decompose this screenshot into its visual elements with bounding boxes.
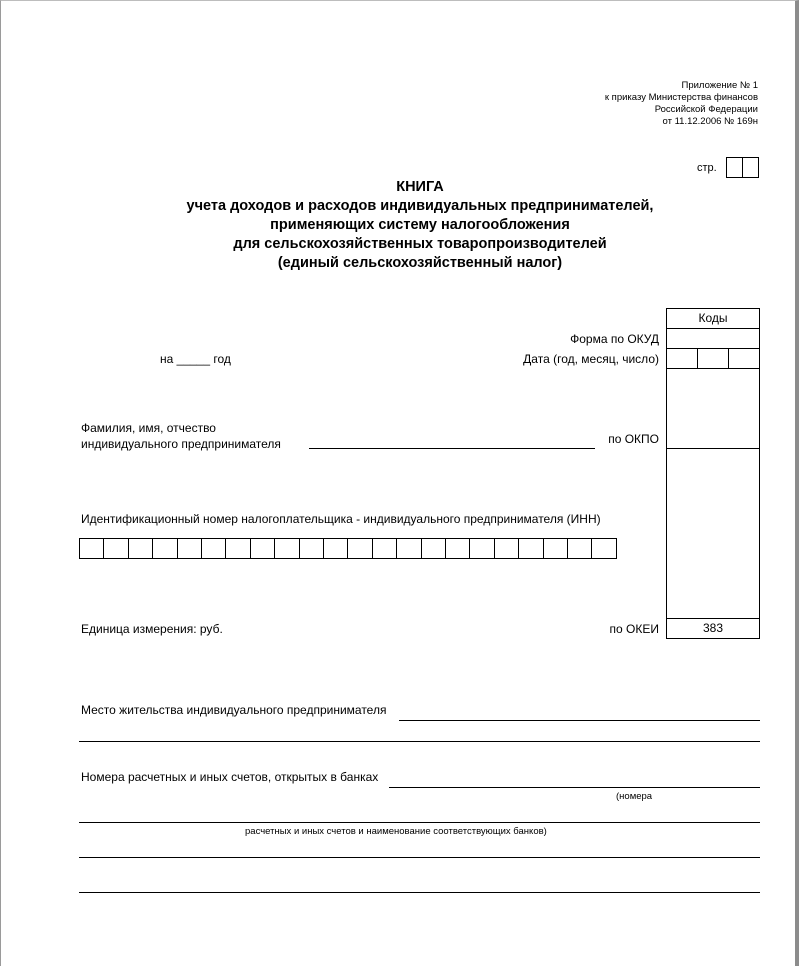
- inn-digit-cell[interactable]: [250, 538, 275, 559]
- date-code-cell[interactable]: [666, 348, 760, 369]
- residence-input-line-2[interactable]: [79, 741, 760, 742]
- unit-label: Единица измерения: руб.: [81, 622, 223, 636]
- okud-code-cell[interactable]: [666, 328, 760, 349]
- appendix-line: к приказу Министерства финансов: [604, 92, 758, 103]
- fio-label-line: Фамилия, имя, отчество: [81, 421, 216, 435]
- inn-digit-cell[interactable]: [591, 538, 616, 559]
- appendix-line: Российской Федерации: [654, 104, 758, 115]
- document-title: [130, 178, 710, 273]
- year-field[interactable]: [160, 352, 231, 366]
- inn-digit-cell[interactable]: [79, 538, 104, 559]
- title-line: применяющих систему налогообложения: [270, 217, 570, 233]
- inn-digit-cell[interactable]: [274, 538, 299, 559]
- inn-digit-cell[interactable]: [421, 538, 446, 559]
- accounts-hint-2: расчетных и иных счетов и наименование соответствующих банков): [245, 826, 547, 837]
- accounts-input-line[interactable]: [389, 787, 760, 788]
- appendix-reference: [605, 80, 758, 128]
- okpo-code-cell[interactable]: [666, 368, 760, 449]
- inn-digit-cell[interactable]: [372, 538, 397, 559]
- inn-digit-cell[interactable]: [103, 538, 128, 559]
- accounts-input-line-4[interactable]: [79, 892, 760, 893]
- accounts-hint-1: (номера: [616, 791, 653, 802]
- inn-digit-cell[interactable]: [347, 538, 372, 559]
- inn-digit-cell[interactable]: [567, 538, 592, 559]
- inn-digit-cell[interactable]: [543, 538, 568, 559]
- accounts-label: Номера расчетных и иных счетов, открытых в банках: [81, 770, 379, 784]
- fio-input-line[interactable]: [309, 448, 595, 449]
- title-line: для сельскохозяйственных товаропроизводителей: [233, 236, 607, 252]
- okei-value: 383: [702, 621, 724, 635]
- fio-label: [81, 420, 281, 452]
- inn-digit-cell[interactable]: [494, 538, 519, 559]
- inn-label: Идентификационный номер налогоплательщика - индивидуального предпринимателя (ИНН): [81, 512, 601, 526]
- inn-digit-cell[interactable]: [518, 538, 543, 559]
- inn-digit-cell[interactable]: [128, 538, 153, 559]
- year-prefix: на: [160, 352, 174, 366]
- okpo-label: по ОКПО: [608, 432, 659, 446]
- inn-digit-cell[interactable]: [469, 538, 494, 559]
- title-line: учета доходов и расходов индивидуальных предпринимателей,: [186, 198, 654, 214]
- residence-label: Место жительства индивидуального предпринимателя: [81, 703, 387, 717]
- inn-digit-cell[interactable]: [396, 538, 421, 559]
- accounts-input-line-3[interactable]: [79, 857, 760, 858]
- inn-digit-cell[interactable]: [323, 538, 348, 559]
- page-number-box[interactable]: [726, 157, 759, 178]
- year-suffix: год: [213, 352, 231, 366]
- page-number-label: стр.: [697, 162, 717, 174]
- inn-digit-cell[interactable]: [201, 538, 226, 559]
- appendix-line: от 11.12.2006 № 169н: [662, 116, 758, 127]
- inn-digit-cell[interactable]: [152, 538, 177, 559]
- codes-header: Коды: [698, 311, 728, 325]
- empty-code-cell: [666, 448, 760, 619]
- codes-header-cell: [666, 308, 760, 329]
- inn-digit-cell[interactable]: [225, 538, 250, 559]
- okei-code-cell: [666, 618, 760, 639]
- accounts-input-line-2[interactable]: [79, 822, 760, 823]
- appendix-line: Приложение № 1: [681, 80, 758, 91]
- inn-digit-cell[interactable]: [445, 538, 470, 559]
- fio-label-line: индивидуального предпринимателя: [81, 437, 281, 451]
- inn-digit-cell[interactable]: [299, 538, 324, 559]
- date-label: Дата (год, месяц, число): [523, 352, 659, 366]
- inn-digit-cell[interactable]: [177, 538, 202, 559]
- year-blank: _____: [176, 352, 211, 366]
- okei-label: по ОКЕИ: [609, 622, 659, 636]
- title-line: (единый сельскохозяйственный налог): [277, 255, 563, 271]
- residence-input-line[interactable]: [399, 720, 760, 721]
- title-line: КНИГА: [396, 179, 444, 195]
- okud-label: Форма по ОКУД: [570, 332, 659, 346]
